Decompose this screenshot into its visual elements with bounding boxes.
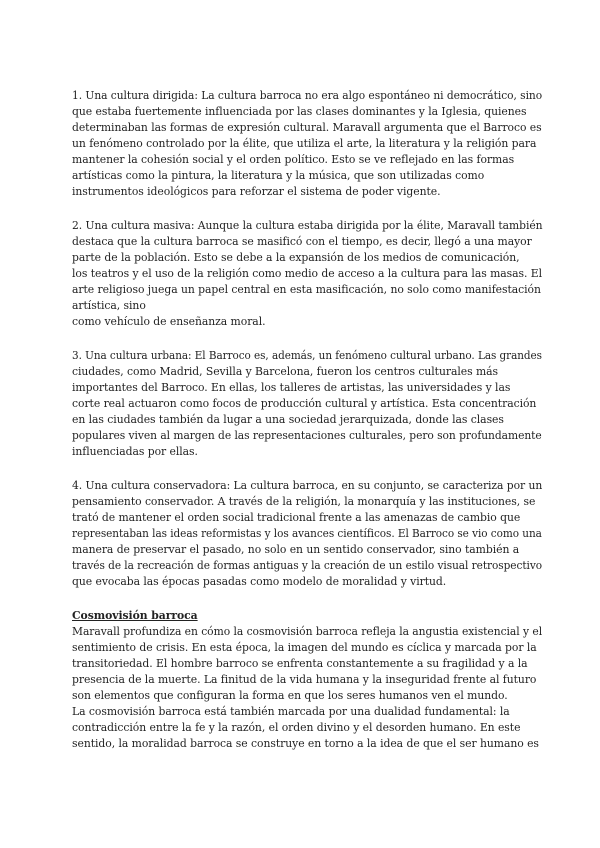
text-line: Maravall profundiza en cómo la cosmovisión barroca refleja la angustia existencial y el (72, 625, 543, 638)
text-line: un fenómeno controlado por la élite, que utiliza el arte, la literatura y la religión para (72, 137, 537, 150)
text-line: que estaba fuertemente influenciada por las clases dominantes y la Iglesia, quienes (72, 105, 527, 118)
text-line: 4. Una cultura conservadora: La cultura barroca, en su conjunto, se caracteriza por un (72, 479, 543, 492)
paragraph-cultura-conservadora (72, 478, 542, 590)
text-line: arte religioso juega un papel central en esta masificación, no solo como manifestación (72, 283, 541, 296)
text-line: parte de la población. Esto se debe a la expansión de los medios de comunicación, (72, 251, 520, 264)
text-line: artística, sino (72, 299, 146, 312)
text-line: como vehículo de enseñanza moral. (72, 315, 266, 328)
paragraph-cultura-masiva (72, 218, 542, 330)
text-line: contradicción entre la fe y la razón, el orden divino y el desorden humano. En este (72, 721, 521, 734)
text-line: artísticas como la pintura, la literatura y la música, que son utilizadas como (72, 169, 485, 182)
text-line: 1. Una cultura dirigida: La cultura barroca no era algo espontáneo ni democrático, sino (72, 89, 543, 102)
text-line: importantes del Barroco. En ellas, los talleres de artistas, las universidades y las (72, 381, 511, 394)
text-line: ciudades, como Madrid, Sevilla y Barcelona, fueron los centros culturales más (72, 365, 499, 378)
text-line: populares viven al margen de las representaciones culturales, pero son profundamente (72, 429, 542, 442)
text-line: influenciadas por ellas. (72, 445, 198, 458)
text-line: corte real actuaron como focos de producción cultural y artística. Esta concentración (72, 397, 537, 410)
text-line: los teatros y el uso de la religión como medio de acceso a la cultura para las masas. El (72, 267, 543, 280)
text-line: manera de preservar el pasado, no solo en un sentido conservador, sino también a (72, 543, 520, 556)
text-line: mantener la cohesión social y el orden político. Esto se ve reflejado en las formas (72, 153, 515, 166)
text-line: en las ciudades también da lugar a una sociedad jerarquizada, donde las clases (72, 413, 504, 426)
text-line: 3. Una cultura urbana: El Barroco es, además, un fenómeno cultural urbano. Las grandes (72, 349, 542, 362)
text-line: instrumentos ideológicos para reforzar el sistema de poder vigente. (72, 185, 441, 198)
text-line: transitoriedad. El hombre barroco se enfrenta constantemente a su fragilidad y a la (72, 657, 528, 670)
text-line: sentimiento de crisis. En esta época, la imagen del mundo es cíclica y marcada por la (72, 641, 537, 654)
paragraph-cultura-dirigida (72, 88, 542, 200)
text-line: presencia de la muerte. La finitud de la vida humana y la inseguridad frente al futuro (72, 673, 537, 686)
text-line: son elementos que configuran la forma en que los seres humanos ven el mundo. (72, 689, 508, 702)
section-cosmovision (72, 608, 542, 752)
text-line: destaca que la cultura barroca se masificó con el tiempo, es decir, llegó a una mayor (72, 235, 532, 248)
text-line: sentido, la moralidad barroca se construye en torno a la idea de que el ser humano es (72, 737, 539, 750)
paragraph-cultura-urbana (72, 348, 542, 460)
text-line: representaban las ideas reformistas y los avances científicos. El Barroco se vio como una (72, 527, 542, 540)
text-line: determinaban las formas de expresión cultural. Maravall argumenta que el Barroco es (72, 121, 542, 134)
text-line: través de la recreación de formas antiguas y la creación de un estilo visual retrospectivo (72, 559, 543, 572)
section-heading: Cosmovisión barroca (72, 609, 198, 622)
text-line: trató de mantener el orden social tradicional frente a las amenazas de cambio que (72, 511, 521, 524)
text-line: pensamiento conservador. A través de la religión, la monarquía y las instituciones, se (72, 495, 536, 508)
text-line: 2. Una cultura masiva: Aunque la cultura estaba dirigida por la élite, Maravall también (72, 219, 543, 232)
text-line: que evocaba las épocas pasadas como modelo de moralidad y virtud. (72, 575, 447, 588)
text-line: La cosmovisión barroca está también marcada por una dualidad fundamental: la (72, 705, 510, 718)
